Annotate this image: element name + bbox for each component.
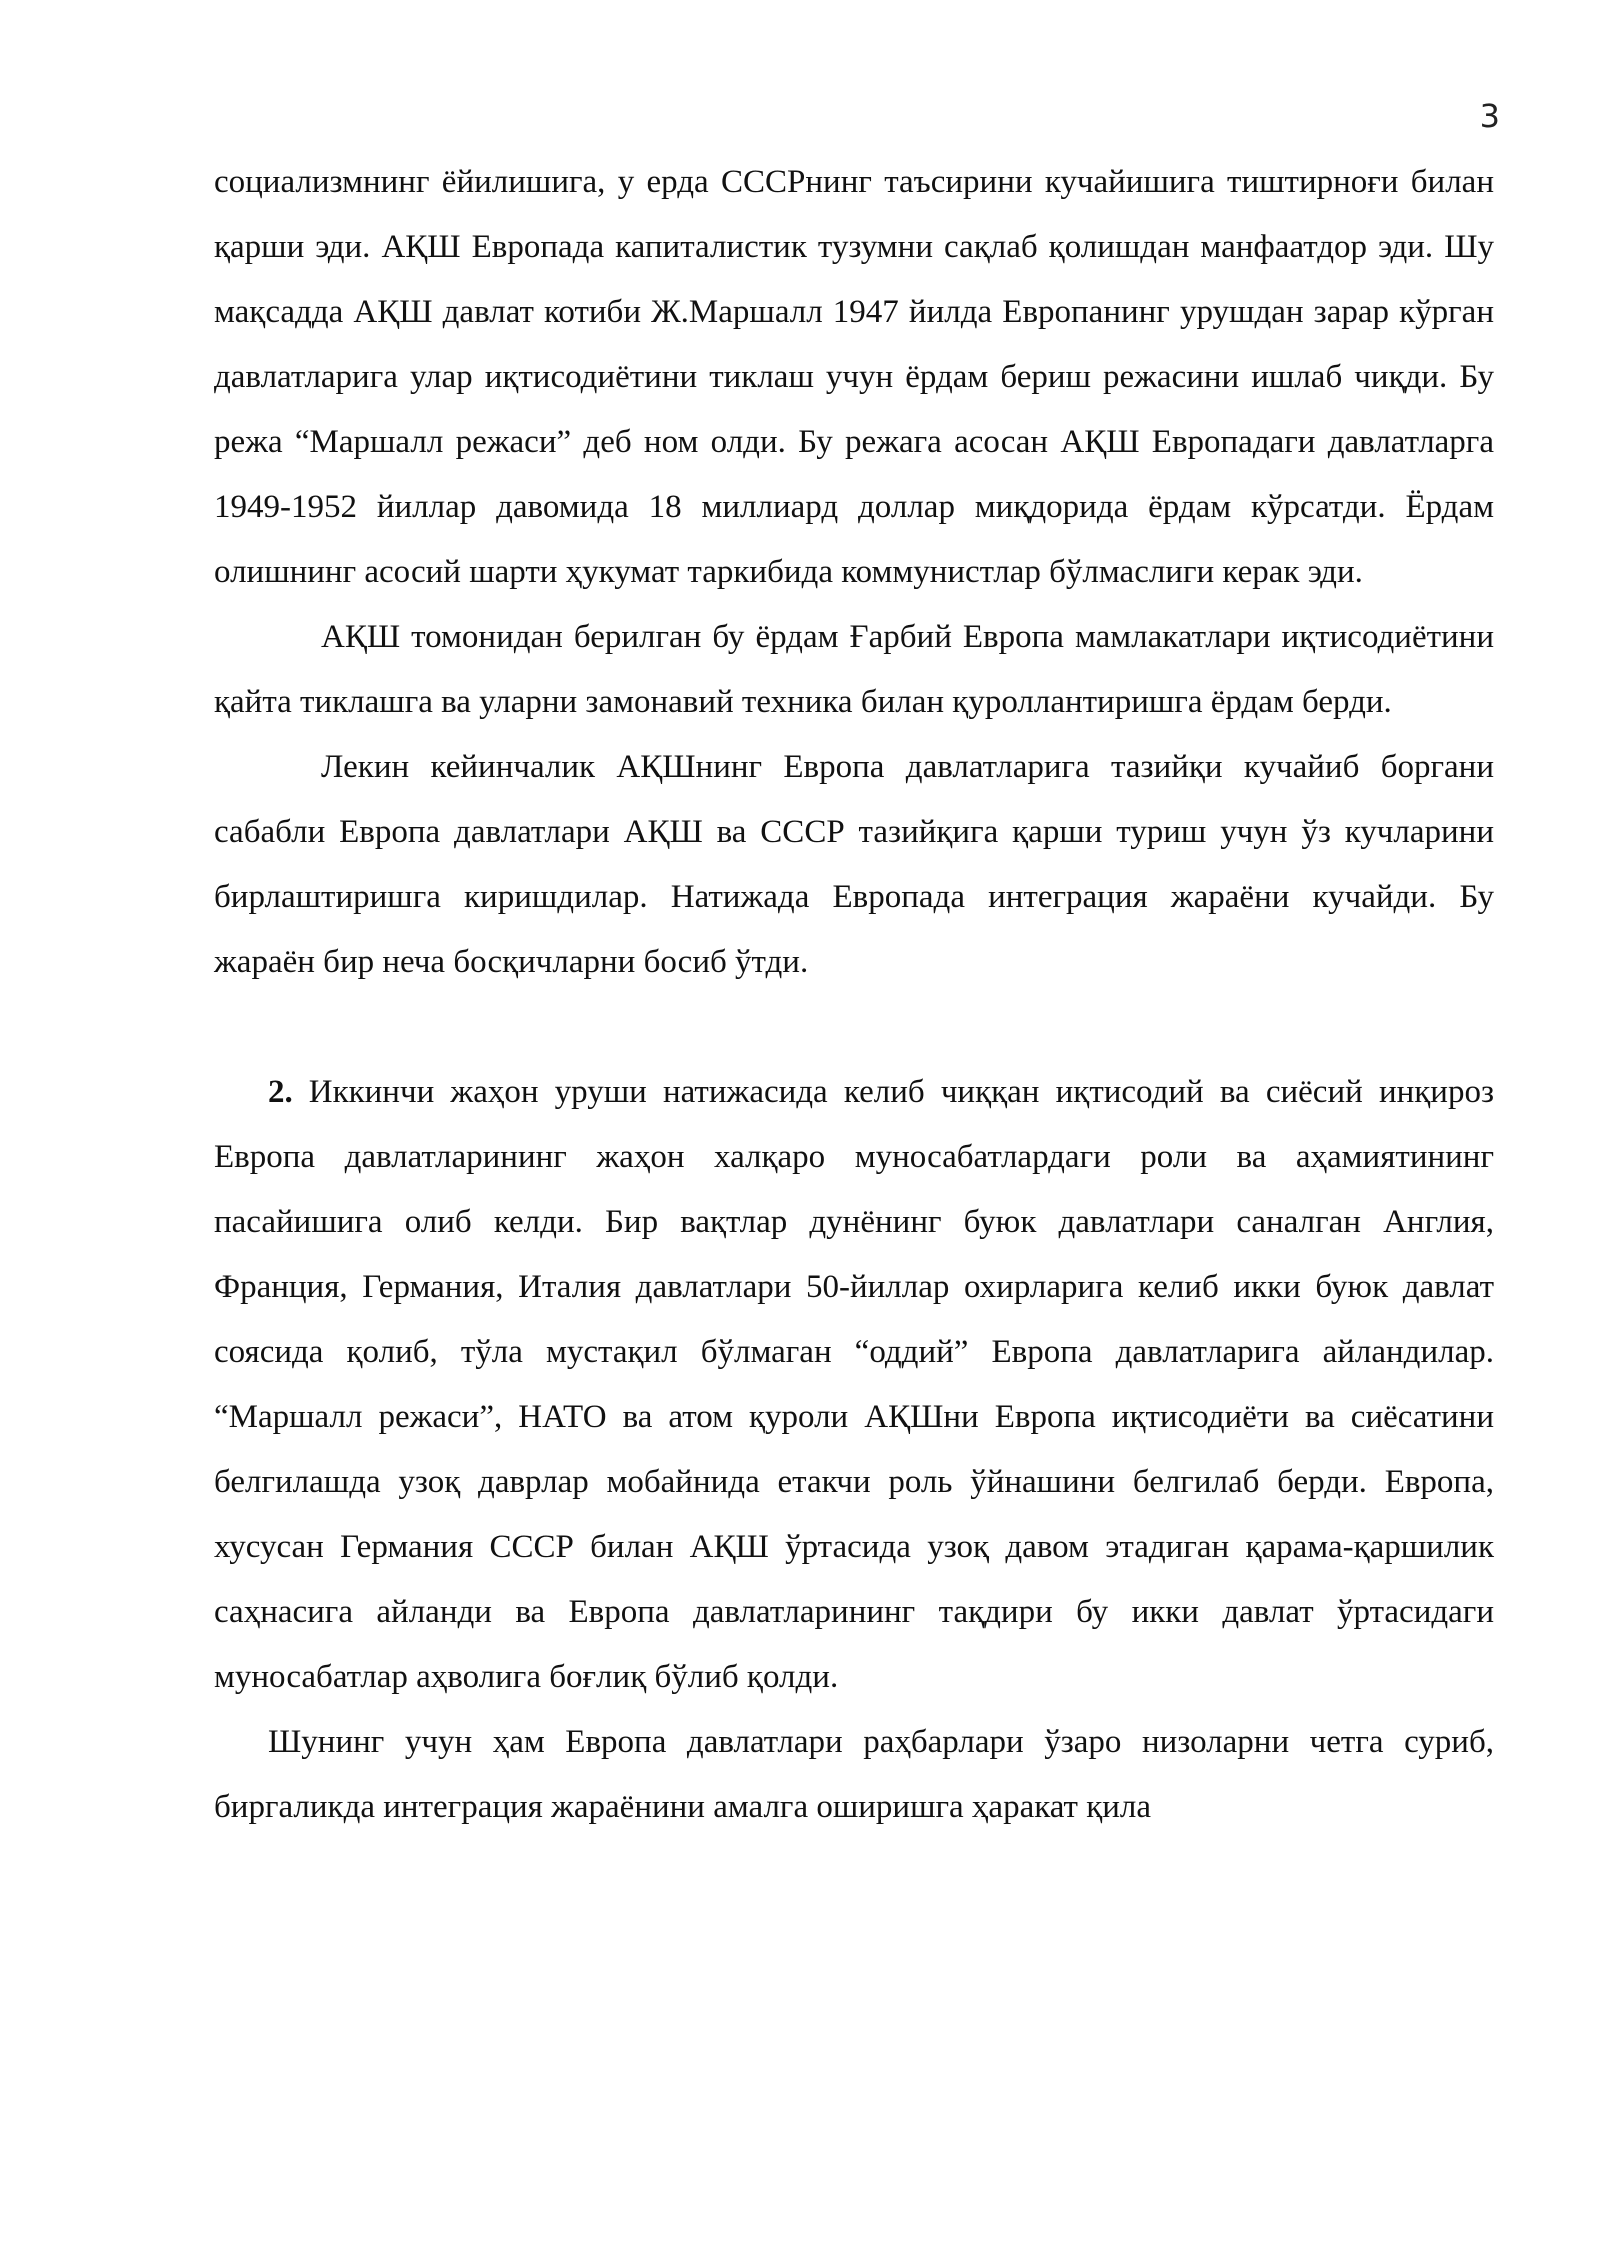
section-2-text: Иккинчи жаҳон уруши натижасида келиб чиққан иқтисодий ва сиёсий инқироз Европа давлатларининг жаҳон халқаро муносабатлардаги роли ва аҳамиятининг пасайишига олиб келди. Бир вақтлар дунёнинг буюк давлатлари саналган Англия, Франция, Германия, Италия давлатлари 50-йиллар охирларига келиб икки буюк давлат соясида қолиб, тўла мустақил бўлмаган “оддий” Европа давлатларига айландилар. “Маршалл режаси”, НАТО ва атом қуроли АҚШни Европа иқтисодиёти ва сиёсатини белгилашда узоқ даврлар мобайнида етакчи роль ўйнашини белгилаб берди. Европа, хусусан Германия СССР билан АҚШ ўртасида узоқ давом этадиган қарама-қаршилик саҳнасига айланди ва Европа давлатларининг тақдири бу икки давлат ўртасидаги муносабатлар аҳволига боғлиқ бўлиб қолди. xyxy=(214,1074,1494,1695)
section-2-paragraph xyxy=(214,1060,1494,1710)
paragraph-european-integration: Лекин кейинчалик АҚШнинг Европа давлатларига тазийқи кучайиб боргани сабабли Европа давлатлари АҚШ ва СССР тазийқига қарши туриш учун ўз кучларини бирлаштиришга киришдилар. Натижада Европада интеграция жараёни кучайди. Бу жараён бир неча босқичларни босиб ўтди. xyxy=(214,749,1494,980)
page-number: 3 xyxy=(1479,97,1500,135)
paragraph-marshall-plan: социализмнинг ёйилишига, у ерда СССРнинг таъсирини кучайишига тиштирноғи билан қарши эди. АҚШ Европада капиталистик тузумни сақлаб қолишдан манфаатдор эди. Шу мақсадда АҚШ давлат котиби Ж.Маршалл 1947 йилда Европанинг урушдан зарар кўрган давлатларига улар иқтисодиётини тиклаш учун ёрдам бериш режасини ишлаб чиқди. Бу режа “Маршалл режаси” деб ном олди. Бу режага асосан АҚШ Европадаги давлатларга 1949-1952 йиллар давомида 18 миллиард доллар миқдорида ёрдам кўрсатди. Ёрдам олишнинг асосий шарти ҳукумат таркибида коммунистлар бўлмаслиги керак эди. xyxy=(214,164,1494,590)
section-number: 2. xyxy=(268,1074,293,1110)
document-body xyxy=(214,150,1494,1840)
paragraph-us-aid: АҚШ томонидан берилган бу ёрдам Ғарбий Европа мамлакатлари иқтисодиётини қайта тиклашга ва уларни замонавий техника билан қуроллантиришга ёрдам берди. xyxy=(214,619,1494,720)
paragraph-european-leaders: Шунинг учун ҳам Европа давлатлари раҳбарлари ўзаро низоларни четга суриб, биргаликда интеграция жараёнини амалга оширишга ҳаракат қила xyxy=(214,1724,1494,1825)
